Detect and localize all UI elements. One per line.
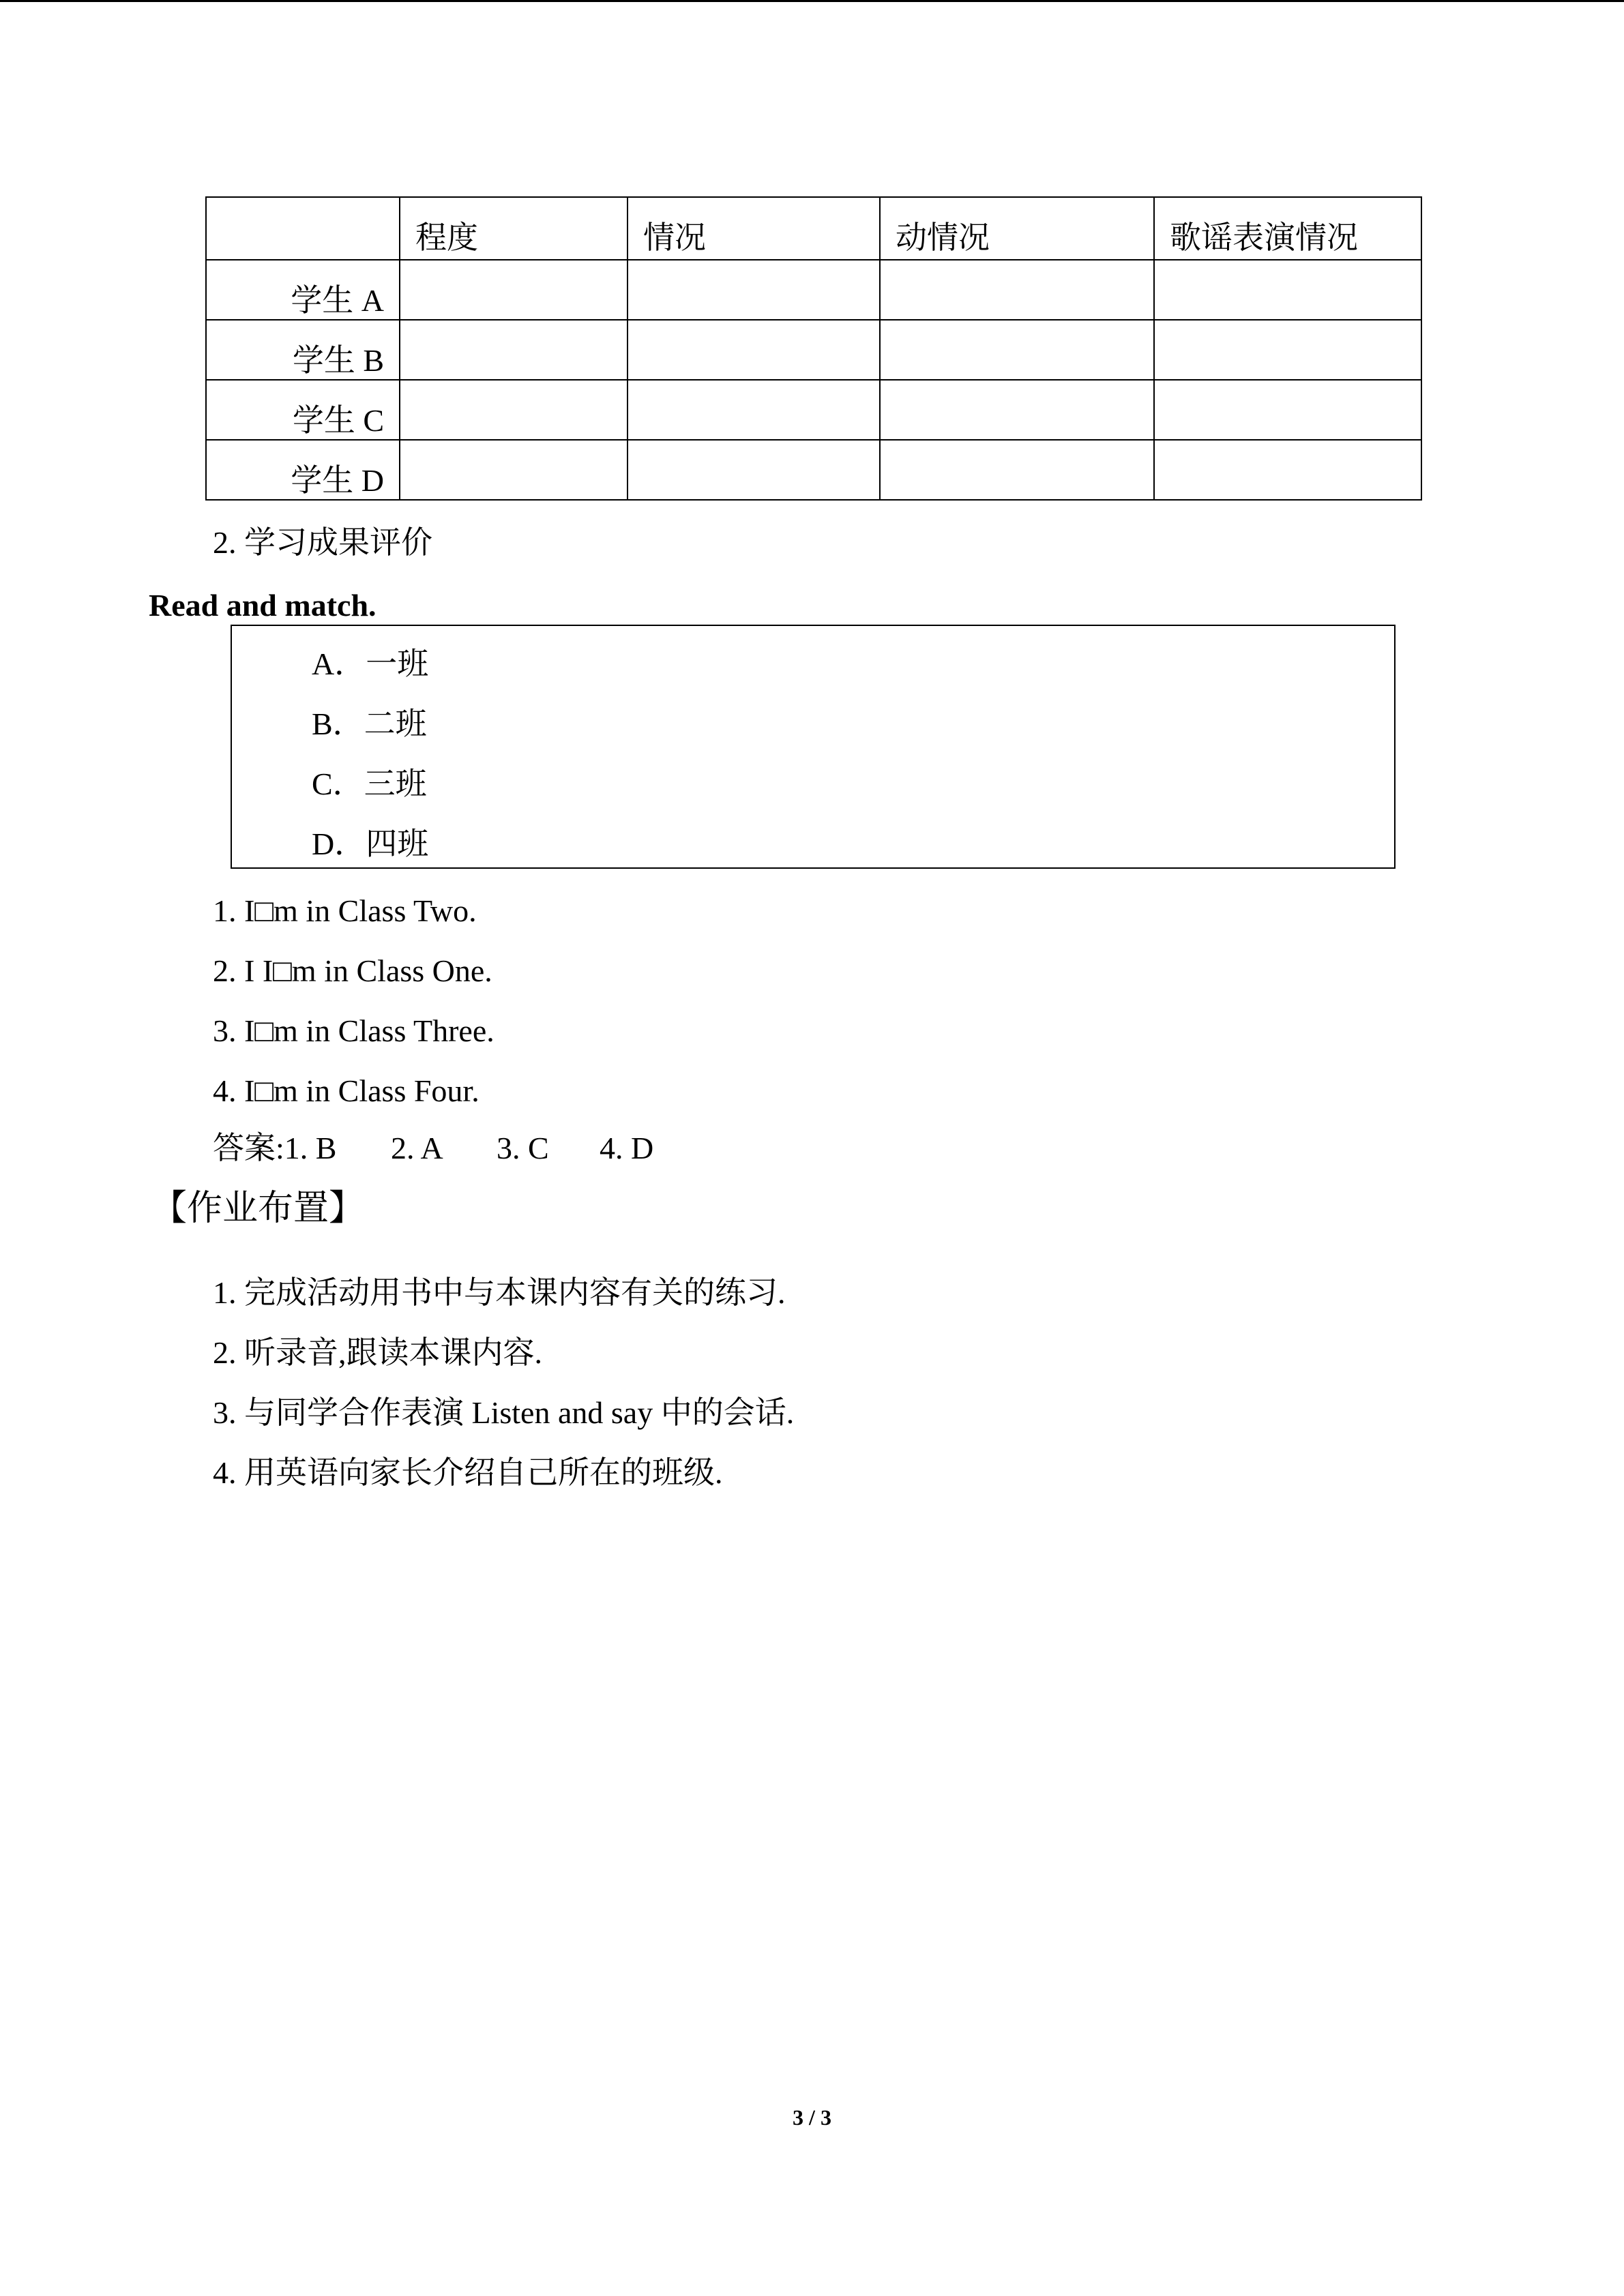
homework-item: 4. 用英语向家长介绍自己所在的班级.: [213, 1455, 723, 1490]
match-options-box: [231, 625, 1396, 869]
table-row: [206, 260, 1421, 320]
table-row: [206, 440, 1421, 500]
table-row: [206, 380, 1421, 440]
table-cell: [400, 440, 628, 500]
table-header-cell: 歌谣表演情况: [1154, 197, 1421, 260]
evaluation-table: [205, 196, 1422, 501]
read-and-match-heading: Read and match.: [149, 588, 377, 623]
student-label: 学生 C: [206, 380, 400, 440]
table-cell: [1154, 380, 1421, 440]
student-label: 学生 D: [206, 440, 400, 500]
answer-key-3: 3. C: [497, 1131, 549, 1165]
table-header-cell: 情况: [628, 197, 880, 260]
answer-key-4: 4. D: [600, 1131, 654, 1165]
student-label: 学生 A: [206, 260, 400, 320]
table-cell: [1154, 440, 1421, 500]
table-header-cell: [206, 197, 400, 260]
answer-key-2: 2. A: [391, 1131, 443, 1165]
match-sentence: 4. I□m in Class Four.: [213, 1073, 479, 1108]
match-sentence: 1. I□m in Class Two.: [213, 893, 477, 928]
match-option: B．二班: [312, 706, 427, 741]
match-sentence: 3. I□m in Class Three.: [213, 1013, 494, 1048]
table-cell: [628, 260, 880, 320]
match-option: A．一班: [312, 646, 429, 681]
table-cell: [880, 320, 1154, 380]
homework-heading: 【作业布置】: [151, 1188, 365, 1229]
table-header-row: [206, 197, 1421, 260]
table-cell: [628, 440, 880, 500]
table-cell: [1154, 260, 1421, 320]
match-option: C．三班: [312, 766, 427, 801]
student-label: 学生 B: [206, 320, 400, 380]
table-cell: [628, 380, 880, 440]
table-cell: [400, 380, 628, 440]
table-header-cell: 动情况: [880, 197, 1154, 260]
page-number: 3 / 3: [793, 2105, 831, 2130]
answer-key-1: 答案:1. B: [213, 1131, 337, 1165]
table-cell: [880, 440, 1154, 500]
table-cell: [400, 320, 628, 380]
page-top-border: [0, 0, 1624, 2]
table-cell: [880, 380, 1154, 440]
match-option: D．四班: [312, 826, 429, 861]
table-header-cell: 程度: [400, 197, 628, 260]
match-sentence: 2. I I□m in Class One.: [213, 953, 492, 988]
table-cell: [628, 320, 880, 380]
homework-item: 3. 与同学合作表演 Listen and say 中的会话.: [213, 1395, 795, 1430]
table-cell: [880, 260, 1154, 320]
homework-item: 1. 完成活动用书中与本课内容有关的练习.: [213, 1275, 786, 1310]
table-cell: [400, 260, 628, 320]
table-cell: [1154, 320, 1421, 380]
homework-item: 2. 听录音,跟读本课内容.: [213, 1335, 542, 1370]
table-row: [206, 320, 1421, 380]
section-title-learning-evaluation: 2. 学习成果评价: [213, 525, 432, 560]
